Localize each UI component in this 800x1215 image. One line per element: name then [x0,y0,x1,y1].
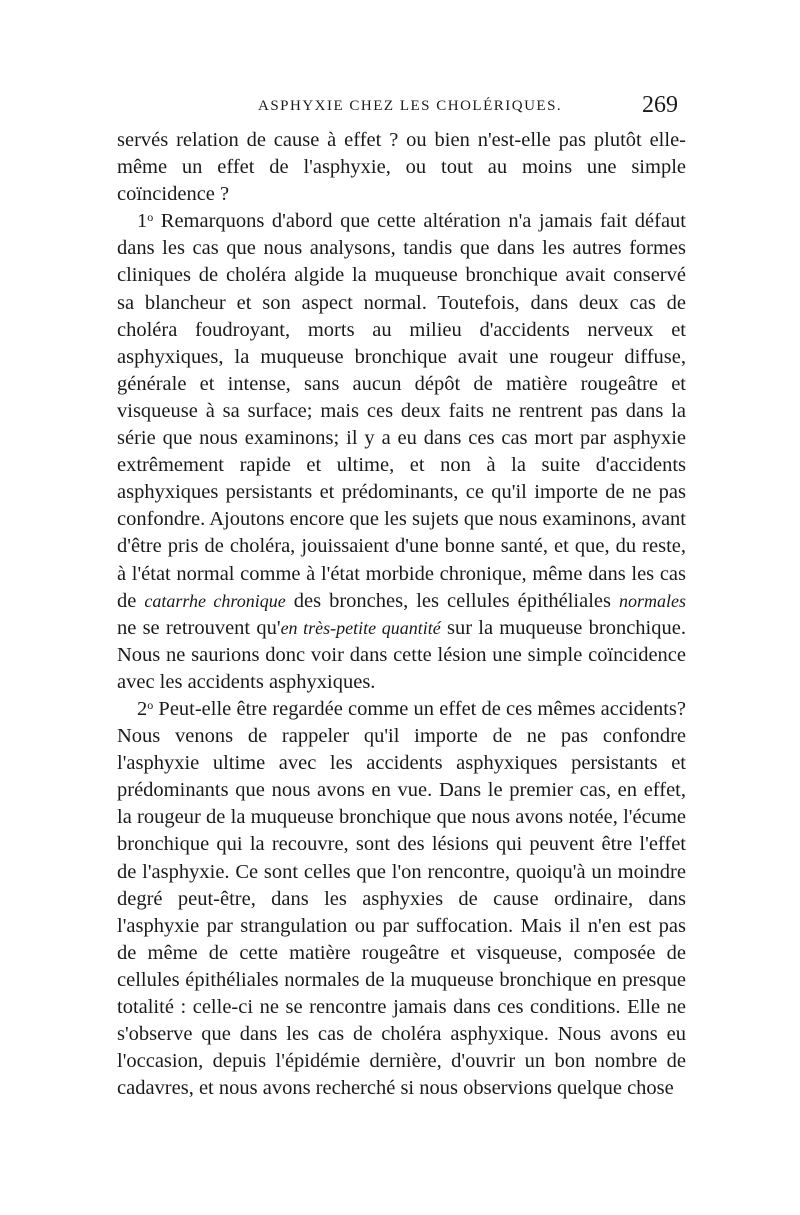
paragraph-text: ne se retrouvent qu' [117,616,281,639]
body-text [117,127,686,1102]
running-title: ASPHYXIE CHEZ LES CHOLÉRIQUES. [258,98,563,114]
running-head [0,92,800,124]
italic-term: catarrhe chronique [144,590,286,611]
list-numeral: 1 [137,210,148,233]
paragraph-text: Remarquons d'abord que cette altération n'a jamais fait défaut dans les cas que nous analysons, tandis que dans les autres formes cliniques de choléra algide la muqueuse bronchique avait conservé sa blancheur et son aspect normal. Toutefois, dans deux cas de choléra foudroyant, morts au milieu d'accidents nerveux et asphyxiques, la muqueuse bronchique avait une rougeur diffuse, générale et intense, sans aucun dépôt de matière rougeâtre et visqueuse à sa surface; mais ces deux faits ne rentrent pas dans la série que nous examinons; il y a eu dans ces cas mort par asphyxie extrêmement rapide et ultime, et non à la suite d'accidents asphyxiques persistants et prédominants, ce qu'il importe de ne pas confondre. Ajoutons encore que les sujets que nous examinons, avant d'être pris de choléra, jouissaient d'une bonne santé, et que, du reste, à l'état normal comme à l'état morbide chronique, même dans les cas de [117,210,686,612]
paragraph-text: servés relation de cause à effet ? ou bien n'est-elle pas plutôt elle-même un effet de l'asphyxie, ou tout au moins une simple coïncidence ? [117,129,686,206]
paragraph-text: sur la muqueuse bronchique. Nous ne saurions donc voir dans cette lésion une simple coïncidence avec les accidents asphyxiques. [117,616,686,693]
ordinal-mark: o [147,210,154,225]
list-numeral: 2 [137,697,148,720]
paragraph-text: Peut-elle être regardée comme un effet de ces mêmes accidents? Nous venons de rappeler qu'il importe de ne pas confondre l'asphyxie ultime avec les accidents asphyxiques persistants et prédominants que nous avons en vue. Dans le premier cas, en effet, la rougeur de la muqueuse bronchique que nous avons notée, l'écume bronchique qui la recouvre, sont des lésions qui peuvent être l'effet de l'asphyxie. Ce sont celles que l'on rencontre, quoiqu'à un moindre degré peut-être, dans les asphyxies de cause ordinaire, dans l'asphyxie par strangulation ou par suffocation. Mais il n'en est pas de même de cette matière rougeâtre et visqueuse, composée de cellules épithéliales normales de la muqueuse bronchique en presque totalité : celle-ci ne se rencontre jamais dans ces conditions. Elle ne s'observe que dans les cas de choléra asphyxique. Nous avons eu l'occasion, depuis l'épidémie dernière, d'ouvrir un bon nombre de cadavres, et nous avons recherché si nous observions quelque chose [117,697,686,1100]
italic-term: en très-petite quantité [280,617,441,638]
paragraph-continuation [117,127,686,208]
paragraph-point-1 [117,208,686,696]
italic-term: normales [618,590,686,611]
page-number: 269 [642,92,678,118]
paragraph-point-2 [117,696,686,1102]
ordinal-mark: o [147,697,154,712]
paragraph-text: des bronches, les cellules épithéliales [285,589,619,612]
